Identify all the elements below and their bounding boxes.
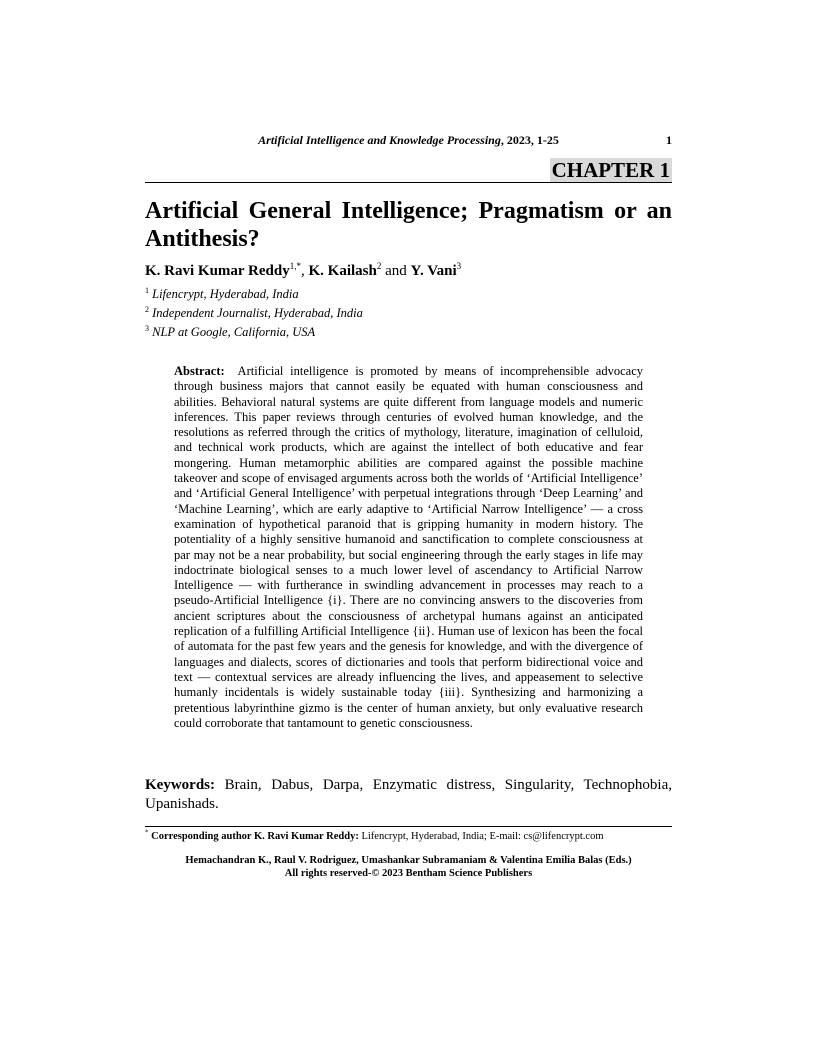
affiliation-marker: 2 [145,304,149,314]
author-separator: , [300,263,309,279]
affiliation-item [145,285,672,304]
author-list [145,262,672,280]
affiliation-marker: 3 [145,323,149,333]
journal-name: Artificial Intelligence and Knowledge Processing [258,133,501,147]
abstract-label: Abstract: [174,364,225,378]
abstract [174,364,643,731]
author-name: K. Kailash [308,263,377,279]
affiliation-text: NLP at Google, California, USA [152,325,316,339]
affiliation-item [145,304,672,323]
author-affiliation-marker: 2 [376,261,382,271]
author-separator: and [381,263,411,279]
affiliation-marker: 1 [145,285,149,295]
affiliation-list [145,285,672,342]
affiliation-item [145,323,672,342]
running-head [145,133,672,148]
author-affiliation-marker: 3 [456,261,462,271]
page-number: 1 [666,133,672,147]
rights-line: All rights reserved-© 2023 Bentham Science Publishers [284,868,533,879]
abstract-text: Artificial intelligence is promoted by means of incomprehensible advocacy through business majors that cannot easily be equated with human consciousness and abilities. Behavioral natural systems are quite different from language models and numeric inferences. This paper reviews through centuries of evolved human knowledge, and the resolutions as referred through the critics of mythology, literature, imagination of celluloid, and technical work products, which are against the intellect of both educative and fear mongering. Human metamorphic abilities are compared against the possible machine takeover and scope of envisaged arguments across both the worlds of ‘Artificial Intelligence’ and ‘Artificial General Intelligence’ with perpetual integrations through ‘Deep Learning’ and ‘Machine Learning’, which are early adaptive to ‘Artificial Narrow Intelligence’ — a cross examination of hypothetical paranoid that is gripping humanity in modern history. The potentiality of a highly sensitive humanoid and sanctification to complete consciousness at par may not be a near probability, but social engineering through the early stages in life may indoctrinate biological senses to a much lower level of ascendancy to Artificial Narrow Intelligence — with furtherance in swindling advancement in processes may reach to a pseudo-Artificial Intelligence {i}. There are no convincing answers to the discoveries from ancient scriptures about the consciousness of archetypal humans against an anticipated replication of a fulfilling Artificial Intelligence {ii}. Human use of lexicon has been the focal of automata for the past few years and the genesis for knowledge, and with the divergence of languages and dialects, scores of dictionaries and tools that perform bidirectional voice and text — contextual services are already influencing the lives, and appeasement to selective humanly incidentals is widely sustainable today {iii}. Synthesizing and harmonizing a pretentious labyrinthine gizmo is the center of human anxiety, but only evaluative research could corroborate that tantamount to genetic consciousness. [174,364,643,730]
keywords-label: Keywords: [145,777,215,793]
publisher-credits [145,854,672,880]
footnote [145,826,672,843]
footnote-marker: * [145,828,149,837]
affiliation-text: Lifencrypt, Hyderabad, India [152,287,299,301]
footnote-text: Lifencrypt, Hyderabad, India; E-mail: cs@lifencrypt.com [361,831,604,842]
keywords-text: Brain, Dabus, Darpa, Enzymatic distress, Singularity, Technophobia, Upanishads. [145,777,672,812]
chapter-title: Artificial General Intelligence; Pragmatism or an Antithesis? [145,198,672,252]
author-affiliation-marker: 1,* [289,261,301,271]
chapter-label: CHAPTER 1 [551,158,670,182]
journal-details: , 2023, 1-25 [500,133,559,147]
footnote-label: Corresponding author K. Ravi Kumar Reddy: [151,831,359,842]
author-name: K. Ravi Kumar Reddy [145,263,290,279]
chapter-header [145,158,672,183]
editors-line: Hemachandran K., Raul V. Rodriguez, Umashankar Subramaniam & Valentina Emilia Balas (Eds.) [185,855,632,866]
author-name: Y. Vani [410,263,457,279]
keywords [145,776,672,814]
affiliation-text: Independent Journalist, Hyderabad, India [152,306,363,320]
